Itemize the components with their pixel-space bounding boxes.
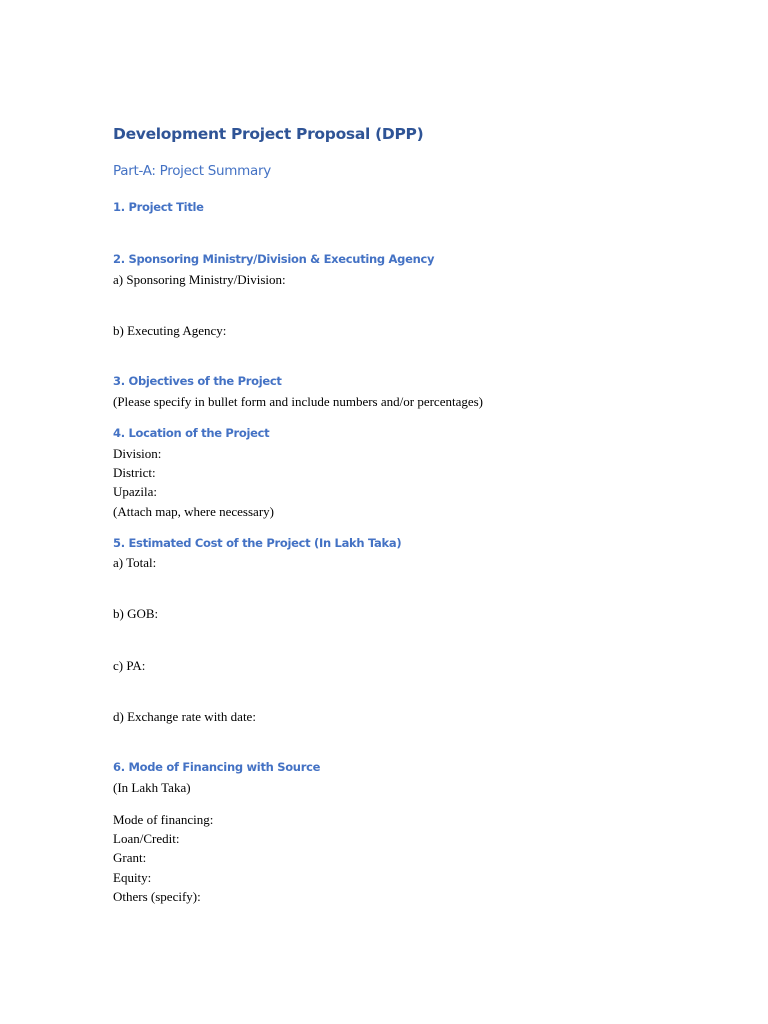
equity-field: Equity: (113, 870, 152, 885)
upazila-field: Upazila: (113, 484, 158, 499)
section-3-heading: 3. Objectives of the Project (113, 374, 282, 388)
sponsoring-ministry-field: a) Sponsoring Ministry/Division: (113, 272, 286, 287)
exchange-rate-field: d) Exchange rate with date: (113, 709, 256, 724)
pa-cost-field: c) PA: (113, 658, 146, 673)
division-field: Division: (113, 446, 162, 461)
district-field: District: (113, 465, 156, 480)
gob-cost-field: b) GOB: (113, 606, 159, 621)
others-field: Others (specify): (113, 889, 201, 904)
loan-credit-field: Loan/Credit: (113, 831, 180, 846)
document-title: Development Project Proposal (DPP) (113, 125, 424, 143)
objectives-note: (Please specify in bullet form and include numbers and/or percentages) (113, 394, 484, 409)
executing-agency-field: b) Executing Agency: (113, 323, 227, 338)
part-heading: Part-A: Project Summary (113, 163, 271, 179)
grant-field: Grant: (113, 850, 147, 865)
section-2-heading: 2. Sponsoring Ministry/Division & Executing Agency (113, 252, 435, 266)
section-5-heading: 5. Estimated Cost of the Project (In Lakh Taka) (113, 536, 402, 550)
mode-of-financing-label: Mode of financing: (113, 812, 214, 827)
financing-unit-note: (In Lakh Taka) (113, 780, 191, 795)
location-note: (Attach map, where necessary) (113, 504, 274, 519)
section-1-heading: 1. Project Title (113, 200, 204, 214)
section-6-heading: 6. Mode of Financing with Source (113, 760, 321, 774)
total-cost-field: a) Total: (113, 555, 157, 570)
section-4-heading: 4. Location of the Project (113, 426, 270, 440)
